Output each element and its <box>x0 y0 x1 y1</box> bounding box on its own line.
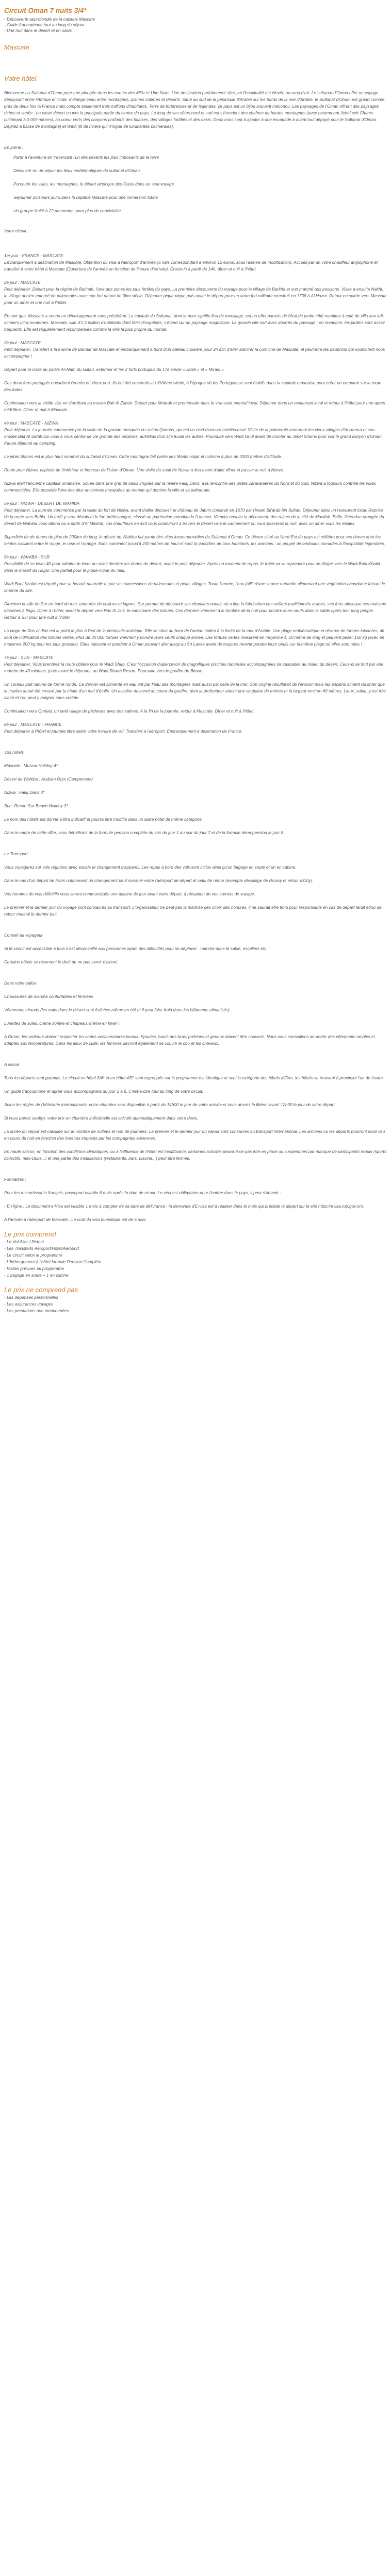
good-to-know-line: Un guide francophone et agréé vous accompagnera du jour 2 à 6. C'est-à-dire tout au long de votre circuit. <box>4 1089 204 1094</box>
hotel-line: Nizwa : Falaj Daris 3* <box>4 790 45 795</box>
good-to-know-line: Si vous partez seul(e), votre prix en chambre individuelle est calculé automatiquement dans votre devis. <box>4 1116 199 1121</box>
day-block <box>4 380 387 393</box>
price-includes-item: - Visites prévues au programme <box>4 1266 64 1271</box>
page-title: Circuit Oman 7 nuits 3/4* <box>4 7 87 14</box>
day-block <box>4 681 387 701</box>
day-text: Petit déjeuner à l'hôtel et journée libre selon votre horaire de vol. Transfert à l'aéroport. Embarquement à destination de France. <box>4 729 242 734</box>
luggage-label: Dans votre valise <box>4 981 37 986</box>
transport-label: Le Transport <box>4 852 28 856</box>
day-text: Superficie de de dunes de plus de 200km de long, le désert de Wahiba fait partie des sites incontournables du Sultanat d'Oman. Ce désert situé au Nord-Est du pays est célèbre pour ses dunes dont les teintes oscillent entre le rouge, le rose et l'orange. Elles culminent jusqu'à 200 mètres de haut et sont la quotidien de tous habitants, les wahibas : un peuple de bédouins nomades à l'hospitalité légendaire. <box>4 535 386 546</box>
day-text: La plage de Ras al-Jinz est le point le plus à l'est de la péninsule arabique. Elle se situe au bord de l'océan indien à la limite de la mer d'Arabie. Une plage emblématique et réserve de tortues luisantes, dû sont de nidification des tortues vertes. Plus de 30 000 tortues viennent y pondre leurs oeufs chaque année. Ces tortues vertes mesurent en moyenne 1, 10 mètre de long et peuvent peser 150 kg (avec en moyenne 200 kg pour les plus grosses). Elles naissent et pondent à Oman pouvant aller jusqu'au Sri Lanka avant de toujours revenir pondre leurs oeufs sur la même plage où elles sont nées ! <box>4 629 385 647</box>
day-block <box>4 252 387 273</box>
day-text: Continuation vers la vieille ville en s'arrêtant au musée Bait Al Zubair. Départ pour Muttrah et promenade dans le vrai souk oriental local. Déjeuner dans un restaurant local et retour à l'hôtel pour une après midi libre. Dîner et nuit à Mascate. <box>4 401 385 412</box>
highlight-item: Un groupe limité à 22 personnes pour plus de convivialité <box>13 209 121 213</box>
day-text: Départ pour la visite du palais Al-Alam du sultan, exterieur et les 2 forts portugais du 17e siècle « Jalali » et « Mirani ». <box>4 367 225 372</box>
day-text: Direction la ville de Sur en bord de mer, entourée de collines et lagons. Sur permet de découvrir ses chantiers navals où a lieu la fabrication des voiliers traditionnels arabes, ses forts ainsi que ses maisons blanches à fingo. Dîner à l'hôtel, avant le départ vers Ras Al Jinz, le sanctuaire des tortues. Ces derniers viennent à la tombée de la nuit pour pondre leurs oeufs dans le sable après leur long périple. Retour à Sur pour une nuit à l'hôtel. <box>4 602 386 620</box>
day-block <box>4 366 387 373</box>
day-text: Wadi Bani Khalid est réputé pour sa beauté naturelle et par ses successions de palmeraies et petits villages. Toute l'année, l'eau jaillit d'une source naturelle alimentant une végétation abondante faisant le charme du site. <box>4 582 385 593</box>
transport-line: Vous voyagerez sur vols réguliers avec escale et changement d'appareil. Les repas à bord des vols sont inclus ainsi qu'un bagage en soute et un en cabine. <box>4 865 297 870</box>
highlights-list <box>4 154 387 214</box>
highlight-item: Parcourir les villes, les montagnes, le désert ainsi que des Oasis dans un seul voyage <box>13 182 174 187</box>
price-includes-item: - Le Vol Aller / Retour <box>4 1240 44 1244</box>
formalities-line: A l'arrivée à l'aéroport de Mascate : Le coût du visa touristique est de 5 rials. <box>4 1217 147 1222</box>
price-includes-list <box>4 1239 387 1279</box>
advice-line: Si le circuit est accessible à tous il est déconseillé aux personnes ayant des difficultés pour se déplacer : marche dans le sable, escaliers etc... <box>4 946 270 951</box>
day-heading: 7è jour : SUR - MASCATE <box>4 655 54 660</box>
day-block <box>4 708 387 715</box>
day-block <box>4 400 387 413</box>
day-block <box>4 500 387 527</box>
intro-line: - Guide francophone tout au long du séjour <box>4 23 85 27</box>
good-to-know-line: La durée du séjour est calculée sur le nombre de nuitées et non de journées. Le premier et le dernier jour du séjour sont consacrés au transport international. Les arrivées ou les départs pourront avoir lieu en cours de nuit en fonction des horaires imposés par les compagnies aériennes. <box>4 1129 385 1141</box>
day-text: Route pour Nizwa, capitale de l'intérieur et berceau de l'islam d'Oman. Une visite du souk de Nizwa a lieu avant d'aller dîner et passer la nuit à Nizwa. <box>4 468 284 472</box>
day-text: En tant que, Mascate a connu un développement sans précédent. La capitale du Sultanat, dont le nom signifie lieu de mouillage, est un effet parasis de l'état de petite côté maritime à coté de villa aux toît-actuiers ultra-modernes. Mascate, ville d'1,5 million d'habitants dont 50% d'expatriés, s'étend sur un paysage magnifique. La grande cité sort avec aborrés du passage ; en revanche, les jardins sont assez fréquents. Elle est régulièrement récompensée comme la ville la plus propre du monde. <box>4 314 385 332</box>
good-to-know-line: Tous les départs sont garantis. Le circuit en hôtel 3/4* et en hôtel 4/5* sont regroupés sur le programme est identique et seul la catégorie des hôtels diffère, les hôtels se trouvent à proximité l'un de l'autre. <box>4 1076 384 1080</box>
day-text: Nizwa était l'ancienne capitale omanaise. Située dans une grande oasis irriguée par la rivière Falaj Daris, à la rencontre des pistes caravanières du Nord et du Sud, Nizwa a toujours contrôlé les voies commerciales. Elle possède l'une des plus anciennes mosquées au monde qui domine la ville et sa palmeraie. <box>4 481 376 493</box>
day-block <box>4 453 387 460</box>
day-text: Petit déjeuner. Vous prendrez la route côtière pour le Wadi Shab. C'est l'occasion d'apercevoir de magnifiques piscines naturelles accompagnées de cascades au milieu du désert. Ceux-ci se font par une marche de 40 minutes, juste avant le déjeuner, au Wadi Shaab Resort. Poursuite vers le gouffre de Bimah. <box>4 662 384 673</box>
good-to-know-line: Selon les règles de l'hôtellerie internationale, votre chambre sera disponible à partir de 14h00 le jour de votre arrivée et vous devrez la libérer avant 12h00 le jour de votre départ. <box>4 1103 336 1107</box>
day-heading: 1er jour : FRANCE - MASCATE <box>4 253 63 258</box>
transport-line: Le premier et le dernier jour du voyage sont consacrés au transport. L'organisateur ne peut pas la maîtrise des choix des horaires, il ne saurait être tenu pour responsable en cas de départ tardif et/ou de retour matinal le dernier jour. <box>4 905 382 917</box>
advice-label: Conseil au voyageur <box>4 933 43 938</box>
highlight-item: Partir à l'aventure en traversant l'un des déserts les plus imposants de la terre <box>13 155 159 160</box>
day-heading: 4è jour : MASCATE - NIZWA <box>4 421 58 426</box>
price-excludes-list <box>4 1294 387 1314</box>
intro-list <box>4 16 387 33</box>
transport-line: Vos horaires de vols définitifs vous seront communiqués une dizaine de jour avant votre départ, à réception de vos carnets de voyage. <box>4 892 255 896</box>
hotels-note: Le nom des hôtels est donné à titre indicatif et pourra être modifié dans un autre hôtel de même catégorie. <box>4 817 203 822</box>
day-text: Petit déjeuner. Transfert à la marina de Bandar de Mascate et embarquement à bord d'un bateau croisière pour 2h afin d'aller admirer la corniche de Mascate, et peut-être les dauphins qui souhaitent nous accompagner ! <box>4 347 385 359</box>
transport-line: Dans le cas d'un départ de Paris notamment un changement peut survenir entre l'aéroport de départ et celui de retour (exemple décollage de Roissy et retour d'Orly). <box>4 878 314 883</box>
formalities-line: - En ligne : Le document e-Visa est valable 1 mois à compter de sa date de délivrance ; la demande d'E-visa est à réaliser dans le mois qui précède le départ sur le site https://evisa.rop.gov.om. <box>4 1204 364 1209</box>
day-block <box>4 628 387 648</box>
day-block <box>4 721 387 735</box>
price-excludes-item: - Les assurances voyages <box>4 1302 54 1307</box>
formalities-label: Formalités : <box>4 1177 26 1182</box>
day-heading: 5è jour : NIZWA - DESERT DE WAHIBA <box>4 501 80 506</box>
luggage-line: Lunettes de soleil, crème solaire et chapeau, même en hiver ! <box>4 1021 120 1026</box>
day-block <box>4 340 387 360</box>
luggage-line: A Oman, les visiteurs doivent respecter les codes vestimentaires locaux. Epaules, hauts des bras, poitrines et genoux doivent être couverts. Nous vous conseillons de porter des vêtements amples et adaptés aux températures. Dans les lieux de culte, les femmes devront également se couvrir le cou et les cheveux. <box>4 1035 375 1046</box>
hotels-label: Vos hôtels <box>4 750 24 755</box>
good-to-know-line: En haute saison, en fonction des conditions climatiques, ou à l'affluence de l'hôtel est insuffisante, certaines activités peuvent ne pas être en place ou suspendues par manque de participants requis (sports collectifs, mini-clubs...) et une partie des installations (restaurants, bars, piscine...) peut être fermée. <box>4 1149 386 1161</box>
day-block <box>4 467 387 473</box>
price-includes-item: - Les Transferts Aéroport/Hôtel/Aéroport <box>4 1246 79 1251</box>
price-includes-heading: Le prix comprend <box>4 1230 56 1238</box>
day-text: Embarquement à destination de Mascate. Obtention du visa à l'aéroport d'arrivée (5 rials correspondant à environ 12 euros, sous réserve de modification). Accueil par un votre chauffeur anglophone et transfert à votre hôtel à Mascate (Ouverture de l'arrivée en fonction de l'heure d'arrivée). Check-in à partir de 14h, dîner et nuit à l'hôtel. <box>4 260 378 272</box>
hotel-line: Mascate : Muscat Holiday 4* <box>4 764 58 768</box>
price-excludes-heading: Le prix ne comprend pas <box>4 1286 78 1294</box>
itinerary-label: Votre circuit : <box>4 229 29 233</box>
day-text: Petit déjeuner. La journée commence par la visite du fort de Nizwa, avant d'aller découvrir le château de Jabrin construit en 1670 par l'imam Bil'arab bin Sultan. Déjeuner dans un restaurant local. Reprise de la route vers Bahla. Un arrêt y sera dévolu et le fort préhistorique, classé au patrimoine mondial de l'Unesco. Viendra ensuite la découverte des ruines de la cité de Manifah. Enfin, l'étendue orangée du désert de Wahiba vous attend au à partir d'Al Mintirib, vos chauffeurs en 4x4 vous conduiront à travers le désert vers le campement ou vous passerez la nuit, avec un dîner sous les étoiles. <box>4 508 384 526</box>
price-excludes-item: - Les prestations non mentionnées <box>4 1309 69 1313</box>
day-block <box>4 654 387 674</box>
price-excludes-item: - Les dépenses personnelles <box>4 1295 58 1300</box>
good-to-know-label: A savoir <box>4 1062 20 1067</box>
highlight-item: Séjourner plusieurs jours dans la capitale Mascate pour une immersion totale <box>13 195 158 200</box>
day-block <box>4 601 387 621</box>
day-block <box>4 480 387 494</box>
day-text: Continuation vers Quriyat, un petit village de pêcheurs avec des salines. A la fin de la journée, retour à Mascate. Dîner et nuit à l'hôtel. <box>4 709 255 714</box>
day-block <box>4 420 387 447</box>
day-heading: 3è jour : MASCATE <box>4 341 41 345</box>
price-includes-item: - Le circuit selon le programme <box>4 1253 62 1258</box>
day-block <box>4 534 387 547</box>
day-block <box>4 313 387 333</box>
highlights-title: En prime : <box>4 145 24 150</box>
day-heading: 2è jour : MASCATE <box>4 280 41 285</box>
day-block <box>4 581 387 594</box>
day-heading: 8è jour : MASCATE - FRANCE <box>4 722 62 727</box>
advice-line: Certains hôtels se réservent le droit de ne pas servir d'alcool. <box>4 960 119 964</box>
intro-line: - Découverte approfondie de la capitale Mascate <box>4 17 95 22</box>
price-includes-item: - 1 bagage en soute + 1 en cabine <box>4 1273 69 1278</box>
luggage-line: Chaussures de marche confortables et fermées <box>4 994 93 999</box>
hotel-line: Désert de Wahiba : Arabian Oryx (Campement) <box>4 777 93 782</box>
day-block <box>4 554 387 574</box>
day-text: Le jebel Shams est le plus haut sommet du sultanat d'Oman. Cette montagne fait partie des Monts Hajar et culmine à plus de 3000 mètres d'altitude. <box>4 454 282 459</box>
day-heading: 6è jour : WAHIBA - SUR <box>4 555 50 560</box>
price-includes-item: - L'hébergement à l'hôtel formule Pension Complète <box>4 1260 102 1264</box>
day-text: Petit déjeuner. Départ pour la région de Batinah, l'une des zones les plus fertiles du pays. La première découverte du voyage pour le village de Barkha et son marché aux poissons. Visite à ensuite Nakhl, le village ancien entouré de palmeraies avec son fort datant de 3km siècle. Déjeuner pique-nique puis avant le départ pour un autre fort militaire construit en 1708 à Al Hazm. Retour en soirée vers Mascate pour un dîner et une nuit à l'hôtel. <box>4 287 387 305</box>
highlight-item: Découvrir en un séjour les lieux emblématiques du sultanat d'Oman <box>13 168 140 173</box>
day-block <box>4 279 387 306</box>
day-text: Ces deux forts portugais encadrent l'entrée du vieux port. Ils ont été construits au XVIème siècle, à l'époque où les Portugais se sont établis dans la capitale omanaise pour créer un comptoir sur la route des Indes. <box>4 381 382 392</box>
itinerary <box>4 252 387 735</box>
day-text: Possibilité de se lever 40 pour admirer le lever du soleil derrière les dunes du désert, avant le petit déjeuner. Après un moment de repos, le trajet va se reprendre pour se diriger vers le Wadi Bani Khalid dans le massif du Hajjar. Une parfait pour le pique-nique du midi. <box>4 562 380 573</box>
hotels-note: Dans le cadre de cette offre, vous bénéficiez de la formule pension complète du soir du jour 1 au soir du jour 7 et de la formule demi-pension le jour 8. <box>4 831 285 835</box>
day-text: Un curieux puit naturel de forme ronde. Ce dernier est alimenté en eau ont par l'eau des montagnes mais aussi par celle de la mer. Son origine résulterait de l'érosion mais les anciens aiment raconter que le cratère aurait été creusé par la chute d'un mal d'étoile. Un escalier descend au coeur du gouffre, dont la profondeur atteint une vingtaine de mètres et la largeur environ 40 mètres. Lieux, sable, y est très claire et l'on peut y baigner sans crainte. <box>4 682 386 700</box>
section-heading-mascate: Mascate <box>4 43 30 51</box>
intro-line: - Une nuit dans le désert et en oasis <box>4 28 72 33</box>
hotel-line: Sur : Resort Sur Beach Holiday 3* <box>4 804 68 808</box>
hotel-description: Bienvenue au Sultanat d'Oman pour une plongée dans les contes des Mille et Une Nuits. Une destination parfaitement sûre, où l'hospitalité est élevée au rang d'art. Le sultanat d'Oman offre un voyage dépaysant entre l'Afrique et l'Inde, mélange beau entre montagnes, plaines côtières et déserts. Situé au sud de la péninsule d'Arabie sur les bords de la mer d'Arabie, le Sultanat d'Oman est grand comme près de deux fois la France mais compte seulement trois millions d'habitants. Terre de forteresses et de légendes, ce pays est un bijou souvent méconnu. Les paysages de l'Oman offrent des paysages riches et variés : un vaste désert couvre la principale partie du centre du pays. Le long de ses côtes nord et sud est s'étendent des chaînes de hautes montagnes (avec notamment Jebel ech Chams culminant à 3 009 mètres), au coeur verts des canyons profonds des falaises, des villages fortifiés et des oasis. Deux mois sont à ajouter à une escapade à avant tout dépayé pour le Sultanat d'Oman. Dépliez à balise de montagne) et Wadi (lit de rivière qui n'irigue de luxuriantes palmeraies). <box>4 91 385 129</box>
luggage-line: Vêtements chauds (les nuits dans le désert sont fraîches même en été et il peut faire froid dans les bâtiments climatisés) <box>4 1008 230 1012</box>
day-text: Petit déjeuner. La journée commence par la visite de la grande mosquée du sultan Qaboos, qui est un chef d'oeuvre architectural. Visite de la palmeraie entourant les vieux villages d'Al Hamra et son musée Bait Al Safah qui vous a vous centre de vie grande des omanais, autrefois d'un site fuvait les autres. Poursuite vers Wadi Ghul avant de monter au Jebel Shams pour voir le grand canyon d'Oman. Pause déjeuné au camping. <box>4 428 383 446</box>
formalities-line: Pour les ressortissants français, passeport valable 6 mois après la date de retour. Le visa est obligatoire pour l'entrée dans le pays, il peut s'obtenir : <box>4 1191 281 1195</box>
section-heading-hotel: Votre hôtel <box>4 75 37 82</box>
